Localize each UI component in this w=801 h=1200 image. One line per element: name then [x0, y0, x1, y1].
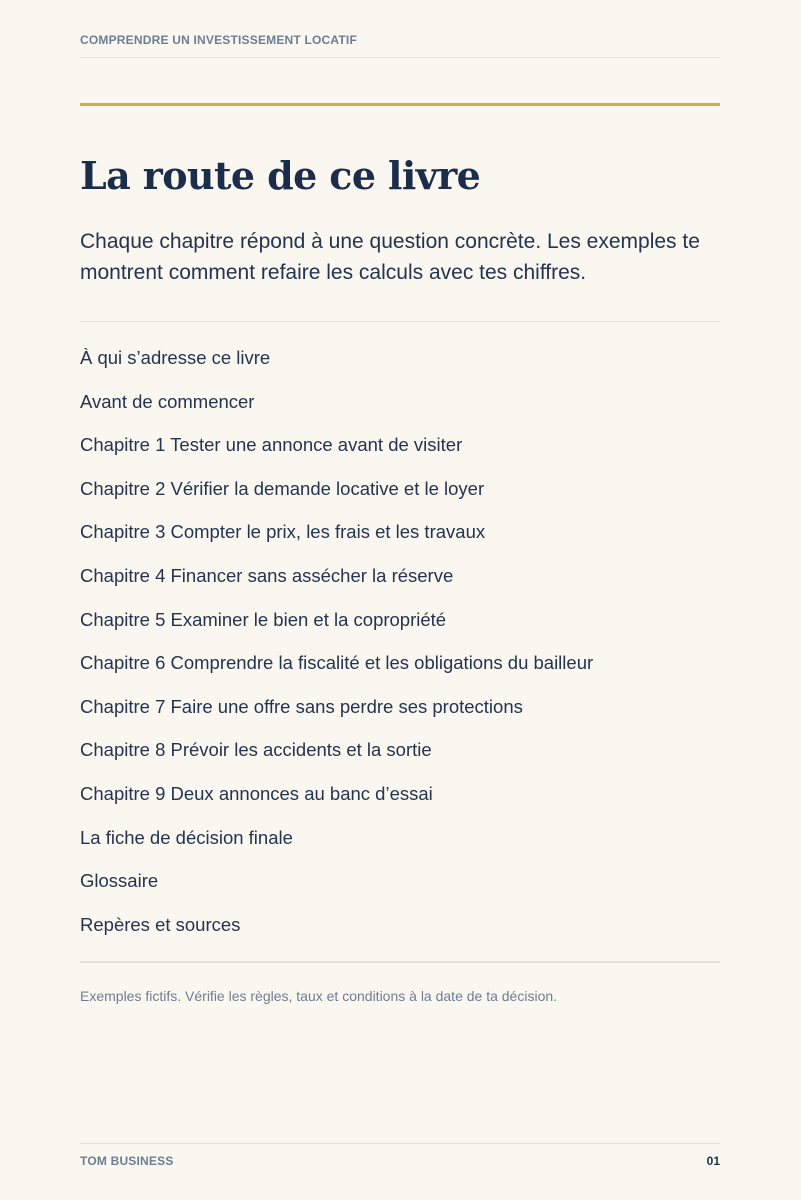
toc-top-divider [80, 321, 720, 322]
toc-item-chapter-8[interactable]: Chapitre 8 Prévoir les accidents et la sortie [80, 739, 432, 761]
toc-item-chapter-1[interactable]: Chapitre 1 Tester une annonce avant de visiter [80, 434, 463, 456]
toc-item-chapter-5[interactable]: Chapitre 5 Examiner le bien et la copropriété [80, 608, 447, 630]
toc-item-sources[interactable]: Repères et sources [80, 913, 241, 935]
toc-bottom-divider [80, 961, 720, 963]
footer-brand: TOM BUSINESS [80, 1154, 174, 1168]
intro-paragraph: Chaque chapitre répond à une question concrète. Les exemples te montrent comment refaire les calculs avec tes chiffres. [80, 230, 700, 284]
toc-item-audience[interactable]: À qui s’adresse ce livre [80, 347, 271, 368]
toc-item-before-starting[interactable]: Avant de commencer [80, 390, 255, 412]
toc-item-glossary[interactable]: Glossaire [80, 870, 159, 892]
table-of-contents [80, 342, 720, 952]
running-header: COMPRENDRE UN INVESTISSEMENT LOCATIF [80, 33, 357, 47]
toc-item-chapter-9[interactable]: Chapitre 9 Deux annonces au banc d’essai [80, 782, 433, 804]
toc-item-decision-sheet[interactable]: La fiche de décision finale [80, 826, 293, 848]
toc-item-chapter-6[interactable]: Chapitre 6 Comprendre la fiscalité et les obligations du bailleur [80, 652, 594, 674]
toc-item-chapter-3[interactable]: Chapitre 3 Compter le prix, les frais et les travaux [80, 521, 486, 543]
accent-rule [80, 103, 720, 106]
page-number: 01 [706, 1154, 720, 1168]
toc-item-chapter-4[interactable]: Chapitre 4 Financer sans assécher la réserve [80, 564, 454, 586]
footer-divider [80, 1143, 720, 1144]
page-title: La route de ce livre [80, 153, 481, 198]
toc-item-chapter-7[interactable]: Chapitre 7 Faire une offre sans perdre ses protections [80, 695, 523, 717]
toc-item-chapter-2[interactable]: Chapitre 2 Vérifier la demande locative et le loyer [80, 477, 485, 499]
book-page [80, 0, 720, 1200]
header-divider [80, 57, 720, 58]
disclaimer-note: Exemples fictifs. Vérifie les règles, taux et conditions à la date de ta décision. [80, 988, 558, 1004]
